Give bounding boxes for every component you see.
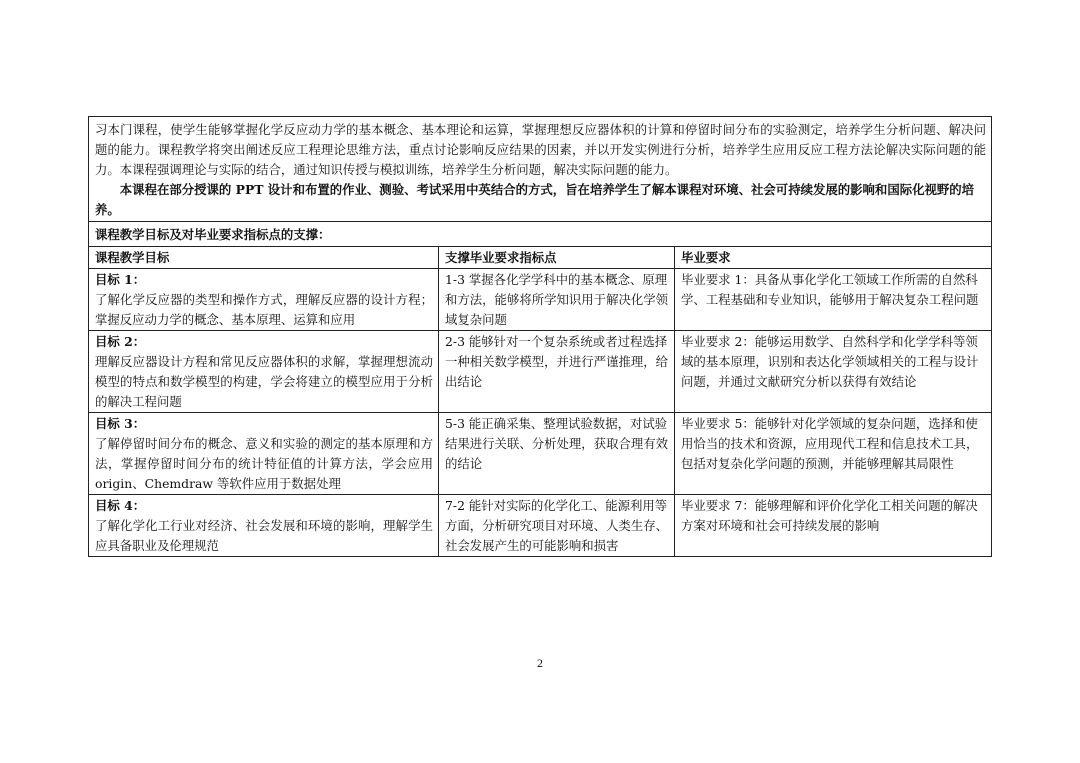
objective-text: 了解化学化工行业对经济、社会发展和环境的影响，理解学生应具备职业及伦理规范 xyxy=(95,518,433,553)
objective-title: 目标 1： xyxy=(95,272,146,287)
indicator-cell: 7-2 能针对实际的化学化工、能源利用等方面，分析研究项目对环境、人类生存、社会发展产生的可能影响和损害 xyxy=(439,495,675,557)
objective-title: 目标 4： xyxy=(95,498,146,513)
intro-bold-paragraph: 本课程在部分授课的 PPT 设计和布置的作业、测验、考试采用中英结合的方式，旨在培养学生了解本课程对环境、社会可持续发展的影响和国际化视野的培养。 xyxy=(95,182,975,217)
objective-title: 目标 2： xyxy=(95,334,146,349)
course-objectives-table xyxy=(88,116,992,557)
objective-cell xyxy=(89,495,439,557)
table-row xyxy=(89,269,992,331)
indicator-cell: 5-3 能正确采集、整理试验数据，对试验结果进行关联、分析处理，获取合理有效的结论 xyxy=(439,413,675,495)
header-objective: 课程教学目标 xyxy=(89,247,439,269)
objective-text: 了解化学反应器的类型和操作方式，理解反应器的设计方程；掌握反应动力学的概念、基本原理、运算和应用 xyxy=(95,292,433,327)
objective-cell xyxy=(89,413,439,495)
intro-paragraph: 习本门课程，使学生能够掌握化学反应动力学的基本概念、基本理论和运算，掌握理想反应器体积的计算和停留时间分布的实验测定，培养学生分析问题、解决问题的能力。课程教学将突出阐述反应工程理论思维方法，重点讨论影响反应结果的因素，并以开发实例进行分析，培养学生应用反应工程方法论解决实际问题的能力。本课程强调理论与实际的结合，通过知识传授与模拟训练，培养学生分析问题，解决实际问题的能力。 xyxy=(95,122,986,177)
objective-cell xyxy=(89,269,439,331)
requirement-cell: 毕业要求 5：能够针对化学领域的复杂问题，选择和使用恰当的技术和资源，应用现代工程和信息技术工具，包括对复杂化学问题的预测，并能够理解其局限性 xyxy=(675,413,992,495)
indicator-cell: 2-3 能够针对一个复杂系统或者过程选择一种相关数学模型，并进行严谨推理，给出结论 xyxy=(439,331,675,413)
section-heading: 课程教学目标及对毕业要求指标点的支撑： xyxy=(89,222,992,247)
indicator-cell: 1-3 掌握各化学学科中的基本概念、原理和方法，能够将所学知识用于解决化学领域复杂问题 xyxy=(439,269,675,331)
page-number: 2 xyxy=(537,656,543,670)
intro-row xyxy=(89,117,992,222)
table-row xyxy=(89,331,992,413)
requirement-cell: 毕业要求 7：能够理解和评价化学化工相关问题的解决方案对环境和社会可持续发展的影响 xyxy=(675,495,992,557)
requirement-cell: 毕业要求 1：具备从事化学化工领域工作所需的自然科学、工程基础和专业知识，能够用于解决复杂工程问题 xyxy=(675,269,992,331)
objective-title: 目标 3： xyxy=(95,416,146,431)
objective-text: 理解反应器设计方程和常见反应器体积的求解，掌握理想流动模型的特点和数学模型的构建，学会将建立的模型应用于分析的解决工程问题 xyxy=(95,354,433,409)
table-header-row xyxy=(89,247,992,269)
objective-cell xyxy=(89,331,439,413)
header-indicator: 支撑毕业要求指标点 xyxy=(439,247,675,269)
objective-text: 了解停留时间分布的概念、意义和实验的测定的基本原理和方法，掌握停留时间分布的统计特征值的计算方法，学会应用 origin、Chemdraw 等软件应用于数据处理 xyxy=(95,436,433,491)
table-row xyxy=(89,495,992,557)
section-heading-row xyxy=(89,222,992,247)
header-requirement: 毕业要求 xyxy=(675,247,992,269)
table-row xyxy=(89,413,992,495)
requirement-cell: 毕业要求 2：能够运用数学、自然科学和化学学科等领域的基本原理，识别和表达化学领域相关的工程与设计问题，并通过文献研究分析以获得有效结论 xyxy=(675,331,992,413)
